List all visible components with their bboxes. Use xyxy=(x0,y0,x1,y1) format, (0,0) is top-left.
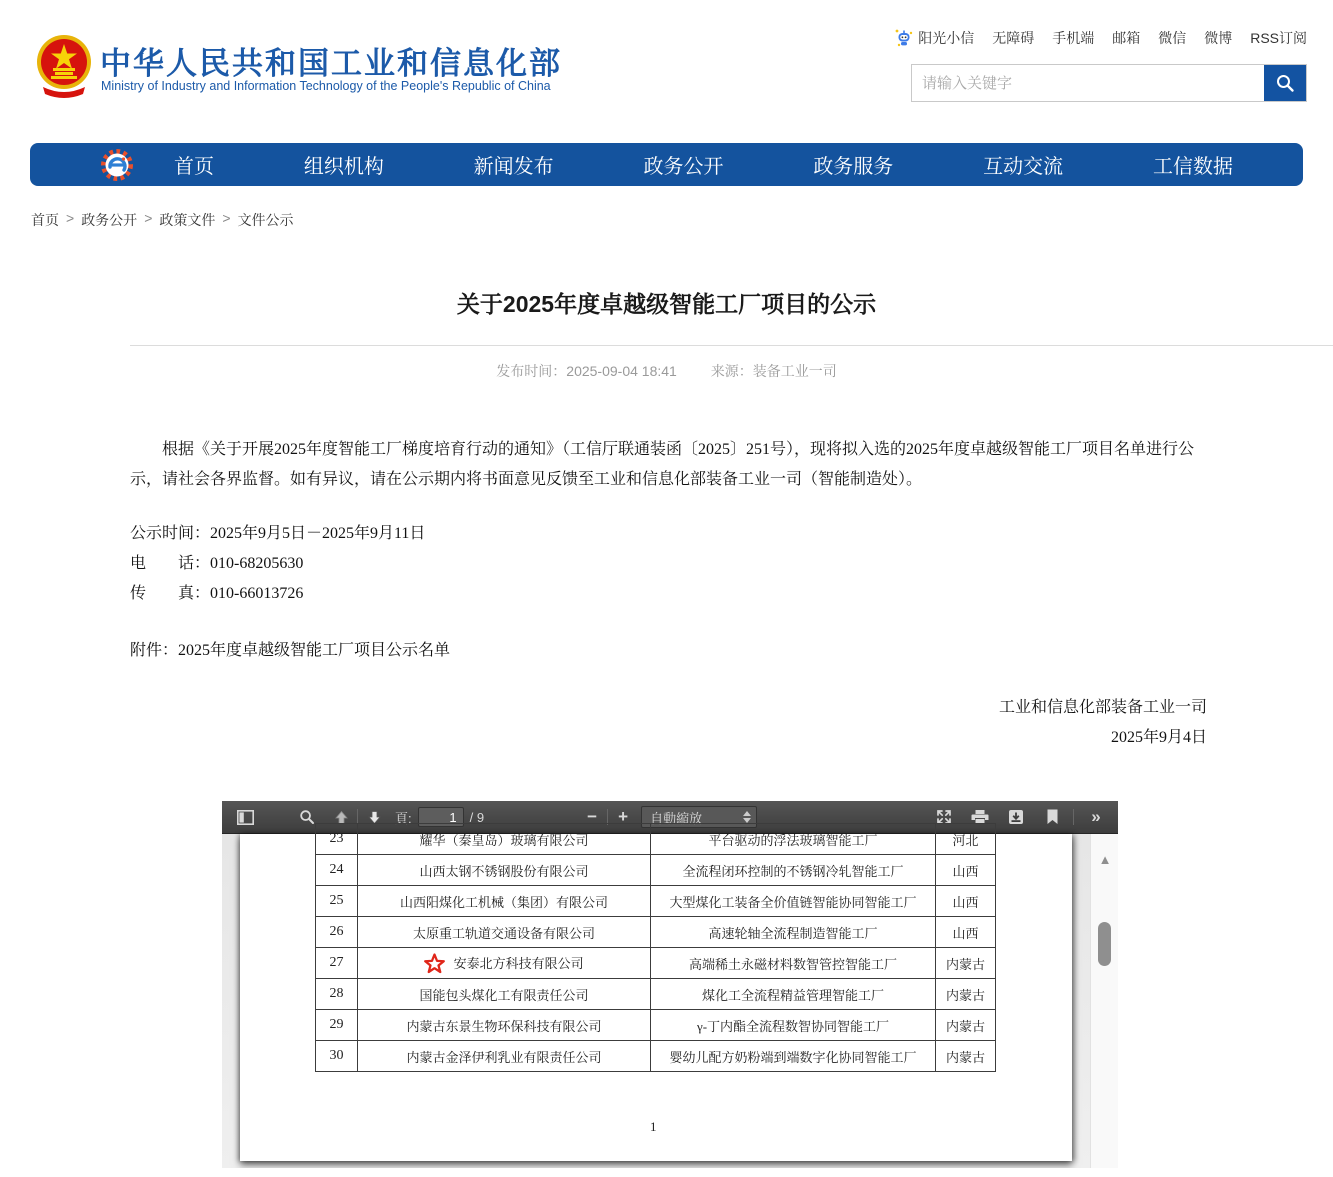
company-name: 耀华（秦皇岛）玻璃有限公司 xyxy=(419,832,589,848)
scrollbar-thumb[interactable] xyxy=(1098,922,1111,966)
bookmark-icon xyxy=(1046,809,1059,825)
quick-link-label: 无障碍 xyxy=(992,30,1035,46)
breadcrumb xyxy=(31,210,1333,230)
quick-link[interactable] xyxy=(1204,28,1232,48)
cell-project: 全流程闭环控制的不锈钢冷轧智能工厂 xyxy=(651,855,936,886)
cell-province: 内蒙古 xyxy=(936,1041,996,1072)
breadcrumb-item[interactable]: 首页 xyxy=(31,212,59,228)
quick-links xyxy=(894,28,1307,48)
page-label: 頁: xyxy=(395,810,412,826)
cell-province: 内蒙古 xyxy=(936,948,996,979)
quick-link-label: 微信 xyxy=(1158,30,1187,46)
company-name: 安泰北方科技有限公司 xyxy=(453,955,584,971)
bookmark-button[interactable] xyxy=(1039,805,1065,829)
fax-line: 传 真：010-66013726 xyxy=(130,585,304,602)
site-title: 中华人民共和国工业和信息化部 xyxy=(100,46,562,81)
zoom-out-button[interactable]: − xyxy=(587,807,598,826)
search-button[interactable] xyxy=(1264,65,1306,101)
cell-project: 婴幼儿配方奶粉端到端数字化协同智能工厂 xyxy=(651,1041,936,1072)
cell-province: 山西 xyxy=(936,855,996,886)
zoom-in-button[interactable]: + xyxy=(618,807,629,826)
scroll-up-icon[interactable]: ▲ xyxy=(1098,852,1112,867)
nav-item[interactable]: 互动交流 xyxy=(983,156,1064,178)
quick-link-label: RSS订阅 xyxy=(1250,30,1307,46)
table-row xyxy=(316,979,996,1010)
table-row xyxy=(316,917,996,948)
nav-item[interactable]: 新闻发布 xyxy=(473,156,554,178)
national-emblem-logo xyxy=(35,32,93,98)
cell-project: 高端稀土永磁材料数智管控智能工厂 xyxy=(651,948,936,979)
nav-item[interactable]: 政务服务 xyxy=(813,156,894,178)
quick-link[interactable] xyxy=(1052,28,1094,48)
cell-company xyxy=(358,979,651,1010)
quick-link-label: 手机端 xyxy=(1052,30,1095,46)
quick-link[interactable] xyxy=(992,28,1034,48)
company-name: 太原重工轨道交通设备有限公司 xyxy=(412,925,595,941)
select-arrows-icon xyxy=(743,811,751,823)
article-body xyxy=(130,435,1207,753)
signature-department: 工业和信息化部装备工业一司 xyxy=(998,699,1207,716)
company-name: 内蒙古东景生物环保科技有限公司 xyxy=(406,1018,602,1034)
company-name: 山西太钢不锈钢股份有限公司 xyxy=(419,863,589,879)
nav-item[interactable]: 工信数据 xyxy=(1152,156,1233,178)
cell-project: γ-丁内酯全流程数智协同智能工厂 xyxy=(651,1010,936,1041)
cell-company xyxy=(358,1041,651,1072)
cell-project: 高速轮轴全流程制造智能工厂 xyxy=(651,917,936,948)
table-row xyxy=(316,886,996,917)
cell-number: 24 xyxy=(316,855,358,886)
publish-time: 发布时间：2025-09-04 18:41 xyxy=(496,363,677,379)
title-divider xyxy=(130,345,1333,346)
quick-link[interactable] xyxy=(1158,28,1186,48)
breadcrumb-item[interactable]: 政务公开 xyxy=(81,212,138,228)
cell-number: 29 xyxy=(316,1010,358,1041)
find-icon xyxy=(299,809,315,825)
cell-province: 山西 xyxy=(936,886,996,917)
cell-province: 内蒙古 xyxy=(936,979,996,1010)
cell-province: 河北 xyxy=(936,824,996,855)
cell-province: 内蒙古 xyxy=(936,1010,996,1041)
robot-icon xyxy=(894,28,914,48)
breadcrumb-item[interactable]: 政策文件 xyxy=(159,212,216,228)
quick-link-label: 阳光小信 xyxy=(918,30,975,46)
main-nav xyxy=(30,143,1303,186)
table-row xyxy=(316,855,996,886)
breadcrumb-separator: > xyxy=(144,210,153,226)
page-count: / 9 xyxy=(469,809,485,825)
breadcrumb-separator: > xyxy=(66,210,75,226)
download-icon xyxy=(1008,809,1024,825)
cell-company xyxy=(358,886,651,917)
quick-link[interactable] xyxy=(1250,28,1307,48)
breadcrumb-item[interactable]: 文件公示 xyxy=(237,212,294,228)
download-button[interactable] xyxy=(1003,805,1029,829)
search-bar xyxy=(911,64,1307,102)
quick-link[interactable] xyxy=(1112,28,1140,48)
attachment-link[interactable]: 附件：2025年度卓越级智能工厂项目公示名单 xyxy=(130,642,451,659)
cell-company xyxy=(358,948,651,979)
cell-number: 25 xyxy=(316,886,358,917)
table-row xyxy=(316,948,996,979)
cell-number: 26 xyxy=(316,917,358,948)
pdf-scrollbar[interactable] xyxy=(1090,834,1118,1168)
cell-number: 28 xyxy=(316,979,358,1010)
table-row xyxy=(316,824,996,855)
page-title: 关于2025年度卓越级智能工厂项目的公示 xyxy=(456,291,877,317)
site-subtitle: Ministry of Industry and Information Technology of the People's Republic of China xyxy=(101,79,551,93)
table-row xyxy=(316,1041,996,1072)
table-row xyxy=(316,1010,996,1041)
pdf-viewer xyxy=(222,801,1118,1168)
quick-link[interactable] xyxy=(894,28,974,48)
company-name: 国能包头煤化工有限责任公司 xyxy=(419,987,589,1003)
cell-project: 大型煤化工装备全价值链智能协同智能工厂 xyxy=(651,886,936,917)
company-name: 山西阳煤化工机械（集团）有限公司 xyxy=(399,894,608,910)
red-star-icon xyxy=(424,953,445,974)
search-icon xyxy=(1275,73,1295,93)
nav-item[interactable]: 组织机构 xyxy=(303,156,384,178)
cell-number: 27 xyxy=(316,948,358,979)
cell-company xyxy=(358,1010,651,1041)
pdf-table xyxy=(315,823,996,1072)
zoom-scale-value: 自動縮放 xyxy=(650,810,703,826)
cell-company xyxy=(358,917,651,948)
pdf-page xyxy=(240,831,1072,1161)
cell-project: 平台驱动的浮法玻璃智能工厂 xyxy=(651,824,936,855)
breadcrumb-separator: > xyxy=(222,210,231,226)
site-header xyxy=(0,0,1333,130)
notice-period: 公示时间：2025年9月5日－2025年9月11日 xyxy=(130,525,426,542)
cell-number: 23 xyxy=(316,824,358,855)
pdf-canvas-area xyxy=(222,831,1118,1168)
cell-company xyxy=(358,855,651,886)
cell-project: 煤化工全流程精益管理智能工厂 xyxy=(651,979,936,1010)
phone-line: 电 话：010-68205630 xyxy=(130,555,304,572)
sidebar-toggle-icon xyxy=(237,810,254,825)
quick-link-label: 邮箱 xyxy=(1112,30,1141,46)
cell-company xyxy=(358,824,651,855)
signature-date: 2025年9月4日 xyxy=(1110,729,1207,746)
article-source: 来源：装备工业一司 xyxy=(710,363,837,379)
article-paragraph: 根据《关于开展2025年度智能工厂梯度培育行动的通知》（工信厅联通装函〔2025〕251号），现将拟入选的2025年度卓越级智能工厂项目名单进行公示，请社会各界监督。如有异议，请在公示期内将书面意见反馈至工业和信息化部装备工业一司（智能制造处）。 xyxy=(130,441,1195,488)
pdf-page-number: 1 xyxy=(650,1119,657,1134)
search-input[interactable] xyxy=(912,65,1264,101)
company-name: 内蒙古金泽伊利乳业有限责任公司 xyxy=(406,1049,602,1065)
nav-items xyxy=(164,146,1243,183)
nav-item[interactable]: 首页 xyxy=(174,156,214,178)
nav-item[interactable]: 政务公开 xyxy=(643,156,724,178)
quick-link-label: 微博 xyxy=(1204,30,1233,46)
sidebar-toggle-button[interactable] xyxy=(232,805,258,829)
article-meta xyxy=(0,361,1333,381)
miit-gear-icon xyxy=(100,148,134,182)
cell-province: 山西 xyxy=(936,917,996,948)
more-tools-button[interactable]: » xyxy=(1091,807,1099,826)
cell-number: 30 xyxy=(316,1041,358,1072)
signature-block xyxy=(130,693,1207,753)
